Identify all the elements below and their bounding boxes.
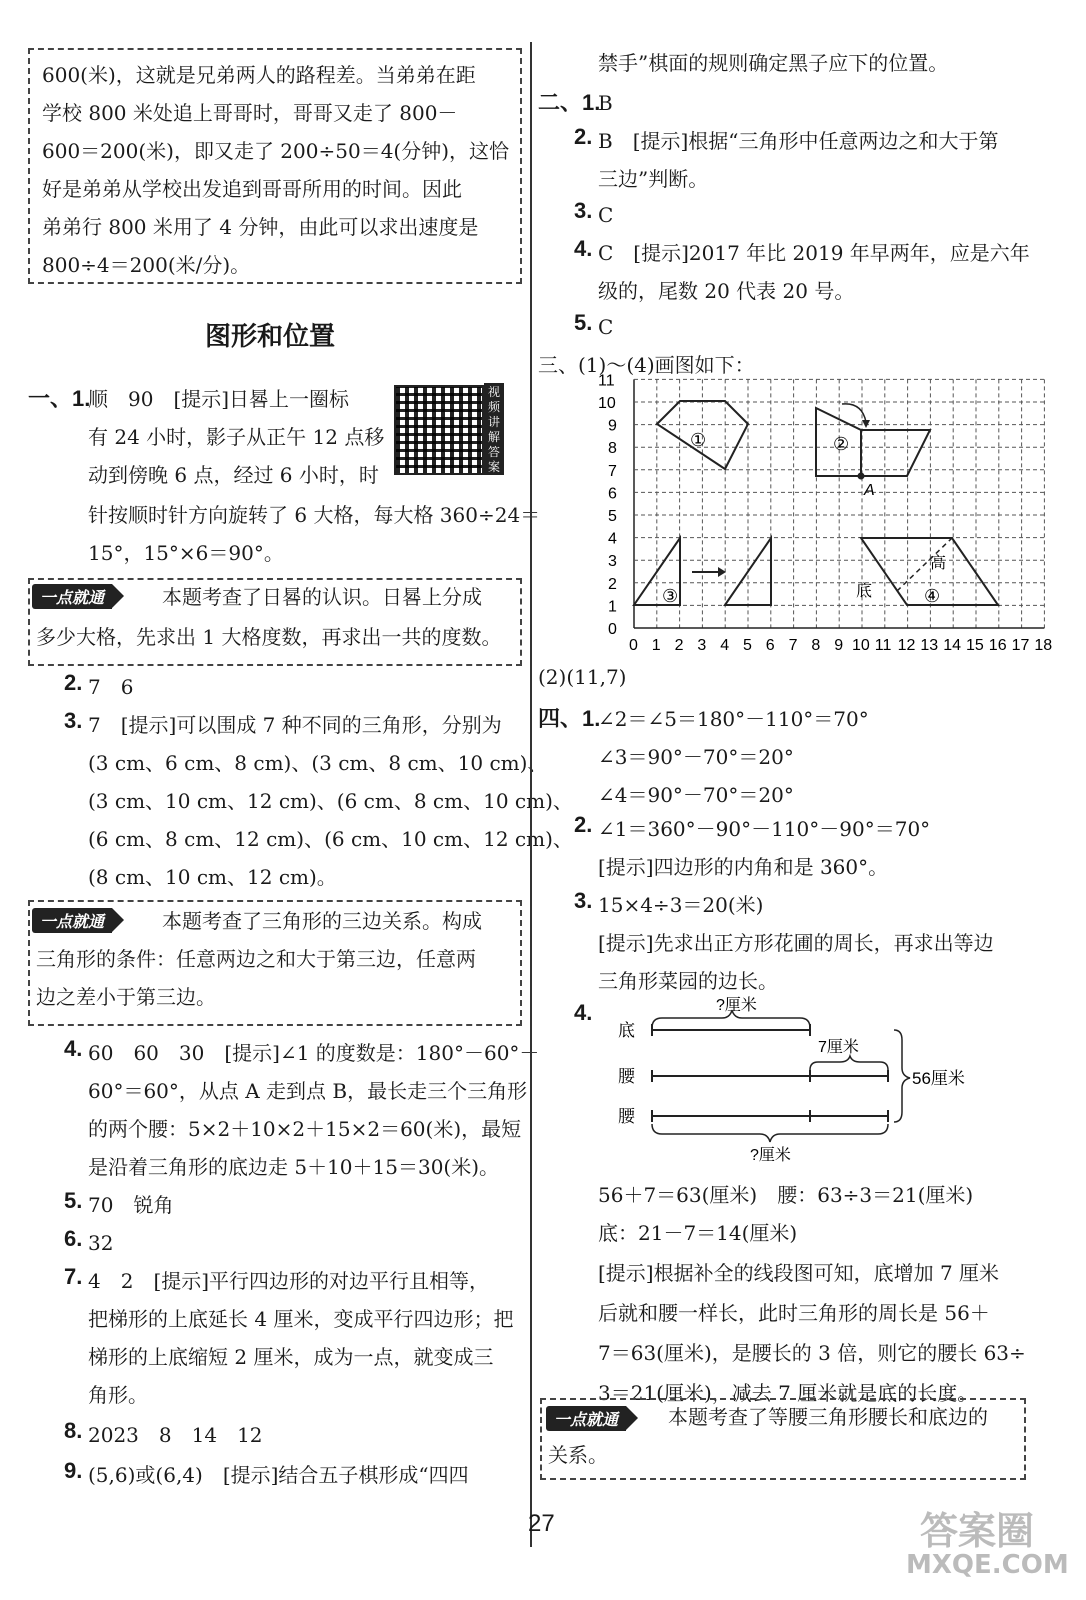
x-tick-label: 1 <box>651 637 661 654</box>
y-tick-label: 9 <box>608 417 617 435</box>
y-tick-label: 8 <box>608 440 617 458</box>
answer-line: 7＝63(厘米)，是腰长的 3 倍，则它的腰长 63÷ <box>598 1341 1026 1365</box>
answer-line: 禁手”棋面的规则确定黑子应下的位置。 <box>598 51 949 75</box>
x-tick-label: 18 <box>1034 637 1053 654</box>
x-tick-label: 14 <box>943 637 961 654</box>
answer-line: 4 2 [提示]平行四边形的对边平行且相等， <box>88 1269 490 1293</box>
y-tick-label: 4 <box>608 530 617 548</box>
answer-line: 把梯形的上底延长 4 厘米，变成平行四边形；把 <box>88 1307 514 1331</box>
total-label: 56厘米 <box>912 1069 965 1088</box>
x-tick-label: 15 <box>966 637 984 654</box>
note-line: 600＝200(米)，即又走了 200÷50＝4(分钟)，这恰 <box>42 139 510 163</box>
question-number: 3. <box>574 888 593 913</box>
question-number: 3. <box>64 708 83 733</box>
answer-line: 70 锐角 <box>88 1193 174 1217</box>
tip-line: 关系。 <box>548 1443 608 1467</box>
x-tick-label: 11 <box>874 637 892 654</box>
y-tick-label: 1 <box>608 598 617 616</box>
answer-line: 60 60 30 [提示]∠1 的度数是：180°－60°－ <box>88 1041 540 1065</box>
answer-line: 15°，15°×6＝90°。 <box>88 541 284 565</box>
x-tick-label: 13 <box>920 637 939 654</box>
answer-line: 级的，尾数 20 代表 20 号。 <box>598 279 855 303</box>
question-number: 4. <box>64 1036 83 1061</box>
answer-line: C <box>598 315 614 339</box>
tip-tag: 一点就通 <box>32 908 112 933</box>
answer-line: 角形。 <box>88 1383 148 1407</box>
answer-line: ∠1＝360°－90°－110°－90°＝70° <box>598 817 931 841</box>
shape-2-translated <box>861 430 930 476</box>
answer-line: 32 <box>88 1231 114 1255</box>
answer-line: 动到傍晚 6 点，经过 6 小时，时 <box>88 463 379 487</box>
answer-line: 底：21－7＝14(厘米) <box>598 1221 798 1245</box>
rotation-arrow <box>842 404 866 422</box>
seven-brace <box>810 1056 888 1070</box>
segment-diagram <box>612 988 992 1168</box>
x-tick-label: 12 <box>897 637 916 654</box>
seven-label: 7厘米 <box>818 1039 859 1056</box>
tip-tag: 一点就通 <box>546 1406 626 1431</box>
coordinate-grid <box>594 372 1053 658</box>
qr-code[interactable] <box>394 385 484 475</box>
question-number: 3. <box>574 198 593 223</box>
note-line: 好是弟弟从学校出发追到哥哥所用的时间。因此 <box>42 177 462 201</box>
question-number: 一、1. <box>28 386 91 411</box>
section-heading: 三、(1)～(4)画图如下： <box>538 353 755 377</box>
watermark-url: MXQE.COM <box>906 1550 1069 1580</box>
answer-line: (2)(11,7) <box>538 665 627 689</box>
top-brace <box>652 1010 810 1028</box>
y-tick-label: 11 <box>598 372 615 390</box>
base-label: 底 <box>856 583 873 600</box>
point-a[interactable] <box>858 473 865 480</box>
qr-label: 视频讲解答案 <box>484 383 504 475</box>
answer-line: 7 [提示]可以围成 7 种不同的三角形，分别为 <box>88 713 502 737</box>
y-tick-label: 10 <box>598 395 616 412</box>
question-number: 2. <box>574 812 593 837</box>
tip-line: 多少大格，先求出 1 大格度数，再求出一共的度数。 <box>36 625 502 649</box>
answer-line: 顺 90 [提示]日晷上一圈标 <box>88 387 350 411</box>
tip-line: 边之差小于第三边。 <box>36 985 216 1009</box>
answer-line: 3＝21(厘米)，减去 7 厘米就是底的长度。 <box>598 1381 978 1405</box>
x-tick-labels <box>629 637 1052 654</box>
row-label-base: 底 <box>618 1021 635 1040</box>
y-tick-label: 3 <box>608 553 617 571</box>
answer-line: 后就和腰一样长，此时三角形的周长是 56＋ <box>598 1301 990 1325</box>
x-tick-label: 9 <box>834 637 844 654</box>
question-number: 4. <box>574 1000 593 1025</box>
question-number: 8. <box>64 1418 83 1443</box>
x-tick-label: 8 <box>811 637 821 654</box>
shape-label-4: ④ <box>924 586 941 606</box>
tip-line: 本题考查了日晷的认识。日晷上分成 <box>162 585 482 609</box>
point-a-label: A <box>864 482 875 499</box>
answer-line: (3 cm、10 cm、12 cm)、(6 cm、8 cm、10 cm)、 <box>88 789 573 813</box>
tip-line: 三角形的条件：任意两边之和大于第三边，任意两 <box>36 947 476 971</box>
answer-line: 的两个腰：5×2＋10×2＋15×2＝60(米)，最短 <box>88 1117 522 1141</box>
answer-line: 56＋7＝63(厘米) 腰：63÷3＝21(厘米) <box>598 1183 974 1207</box>
page-number: 27 <box>528 1510 555 1537</box>
answer-line: 2023 8 14 12 <box>88 1423 263 1447</box>
x-tick-label: 3 <box>697 637 707 654</box>
answer-line: ∠2＝∠5＝180°－110°＝70° <box>598 707 869 731</box>
x-tick-label: 10 <box>852 637 870 654</box>
height-label: 高 <box>930 555 947 572</box>
watermark-logo: 答案圈 <box>920 1509 1035 1553</box>
answer-line: (3 cm、6 cm、8 cm)、(3 cm、8 cm、10 cm)、 <box>88 751 548 775</box>
y-tick-label: 6 <box>608 485 617 503</box>
question-number: 2. <box>574 124 593 149</box>
grid-lines <box>634 379 1044 628</box>
answer-line: 梯形的上底缩短 2 厘米，成为一点，就变成三 <box>88 1345 494 1369</box>
bottom-brace <box>652 1124 888 1142</box>
y-tick-label: 7 <box>608 462 617 480</box>
answer-line: 三角形菜园的边长。 <box>598 969 778 993</box>
tip-line: 本题考查了三角形的三边关系。构成 <box>162 909 482 933</box>
x-tick-label: 2 <box>674 637 684 654</box>
answer-line: 是沿着三角形的底边走 5＋10＋15＝30(米)。 <box>88 1155 500 1179</box>
question-number: 5. <box>64 1188 83 1213</box>
x-tick-label: 17 <box>1011 637 1030 654</box>
x-tick-label: 5 <box>743 637 752 654</box>
y-tick-label: 2 <box>608 575 617 593</box>
answer-line: [提示]四边形的内角和是 360°。 <box>598 855 889 879</box>
question-number: 4. <box>574 236 593 261</box>
answer-line: ∠3＝90°－70°＝20° <box>598 745 794 769</box>
row-label-leg-1: 腰 <box>618 1067 635 1086</box>
row-label-leg-2: 腰 <box>618 1107 635 1126</box>
shape-label-2: ② <box>833 434 850 454</box>
y-tick-label: 0 <box>608 621 617 638</box>
y-tick-label: 5 <box>608 508 617 525</box>
shape-label-1: ① <box>690 430 707 450</box>
answer-line: 三边”判断。 <box>598 167 709 191</box>
x-tick-label: 0 <box>629 637 638 654</box>
question-number: 四、1. <box>538 706 601 731</box>
top-unknown-label: ?厘米 <box>716 997 757 1014</box>
answer-line: C <box>598 203 614 227</box>
note-line: 学校 800 米处追上哥哥时，哥哥又走了 800－ <box>42 101 458 125</box>
answer-line: B [提示]根据“三角形中任意两边之和大于第 <box>598 129 999 153</box>
x-tick-label: 7 <box>788 637 798 654</box>
x-tick-label: 6 <box>765 637 775 654</box>
question-number: 二、1. <box>538 90 601 115</box>
answer-line: B <box>598 91 613 115</box>
question-number: 6. <box>64 1226 83 1251</box>
answer-line: 15×4÷3＝20(米) <box>598 893 764 917</box>
answer-line: C [提示]2017 年比 2019 年早两年，应是六年 <box>598 241 1030 265</box>
note-line: 弟弟行 800 米用了 4 分钟，由此可以求出速度是 <box>42 215 479 239</box>
column-divider <box>530 42 532 1547</box>
question-number: 9. <box>64 1458 83 1483</box>
x-tick-label: 16 <box>988 637 1007 654</box>
bottom-unknown-label: ?厘米 <box>750 1147 791 1164</box>
section-title: 图形和位置 <box>205 322 336 352</box>
shape-label-3: ③ <box>662 586 679 606</box>
tip-line: 本题考查了等腰三角形腰长和底边的 <box>668 1405 988 1429</box>
y-tick-labels <box>598 372 617 638</box>
answer-line: 针按顺时针方向旋转了 6 大格，每大格 360÷24＝ <box>88 503 541 527</box>
answer-line: 有 24 小时，影子从正午 12 点移 <box>88 425 385 449</box>
question-number: 5. <box>574 310 593 335</box>
right-brace <box>894 1030 910 1122</box>
answer-line: ∠4＝90°－70°＝20° <box>598 783 794 807</box>
answer-line: (6 cm、8 cm、12 cm)、(6 cm、10 cm、12 cm)、 <box>88 827 573 851</box>
answer-line: 7 6 <box>88 675 134 699</box>
tip-tag: 一点就通 <box>32 584 112 609</box>
note-line: 600(米)，这就是兄弟两人的路程差。当弟弟在距 <box>42 63 476 87</box>
question-number: 2. <box>64 670 83 695</box>
note-line: 800÷4＝200(米/分)。 <box>42 253 251 277</box>
question-number: 7. <box>64 1264 83 1289</box>
rotation-arrowhead <box>862 420 870 428</box>
answer-line: (5,6)或(6,4) [提示]结合五子棋形成“四四 <box>88 1463 469 1487</box>
answer-line: [提示]根据补全的线段图可知，底增加 7 厘米 <box>598 1261 1000 1285</box>
answer-line: (8 cm、10 cm、12 cm)。 <box>88 865 337 889</box>
x-tick-label: 4 <box>720 637 730 654</box>
answer-line: 60°＝60°，从点 A 走到点 B，最长走三个三角形 <box>88 1079 528 1103</box>
answer-line: [提示]先求出正方形花圃的周长，再求出等边 <box>598 931 994 955</box>
